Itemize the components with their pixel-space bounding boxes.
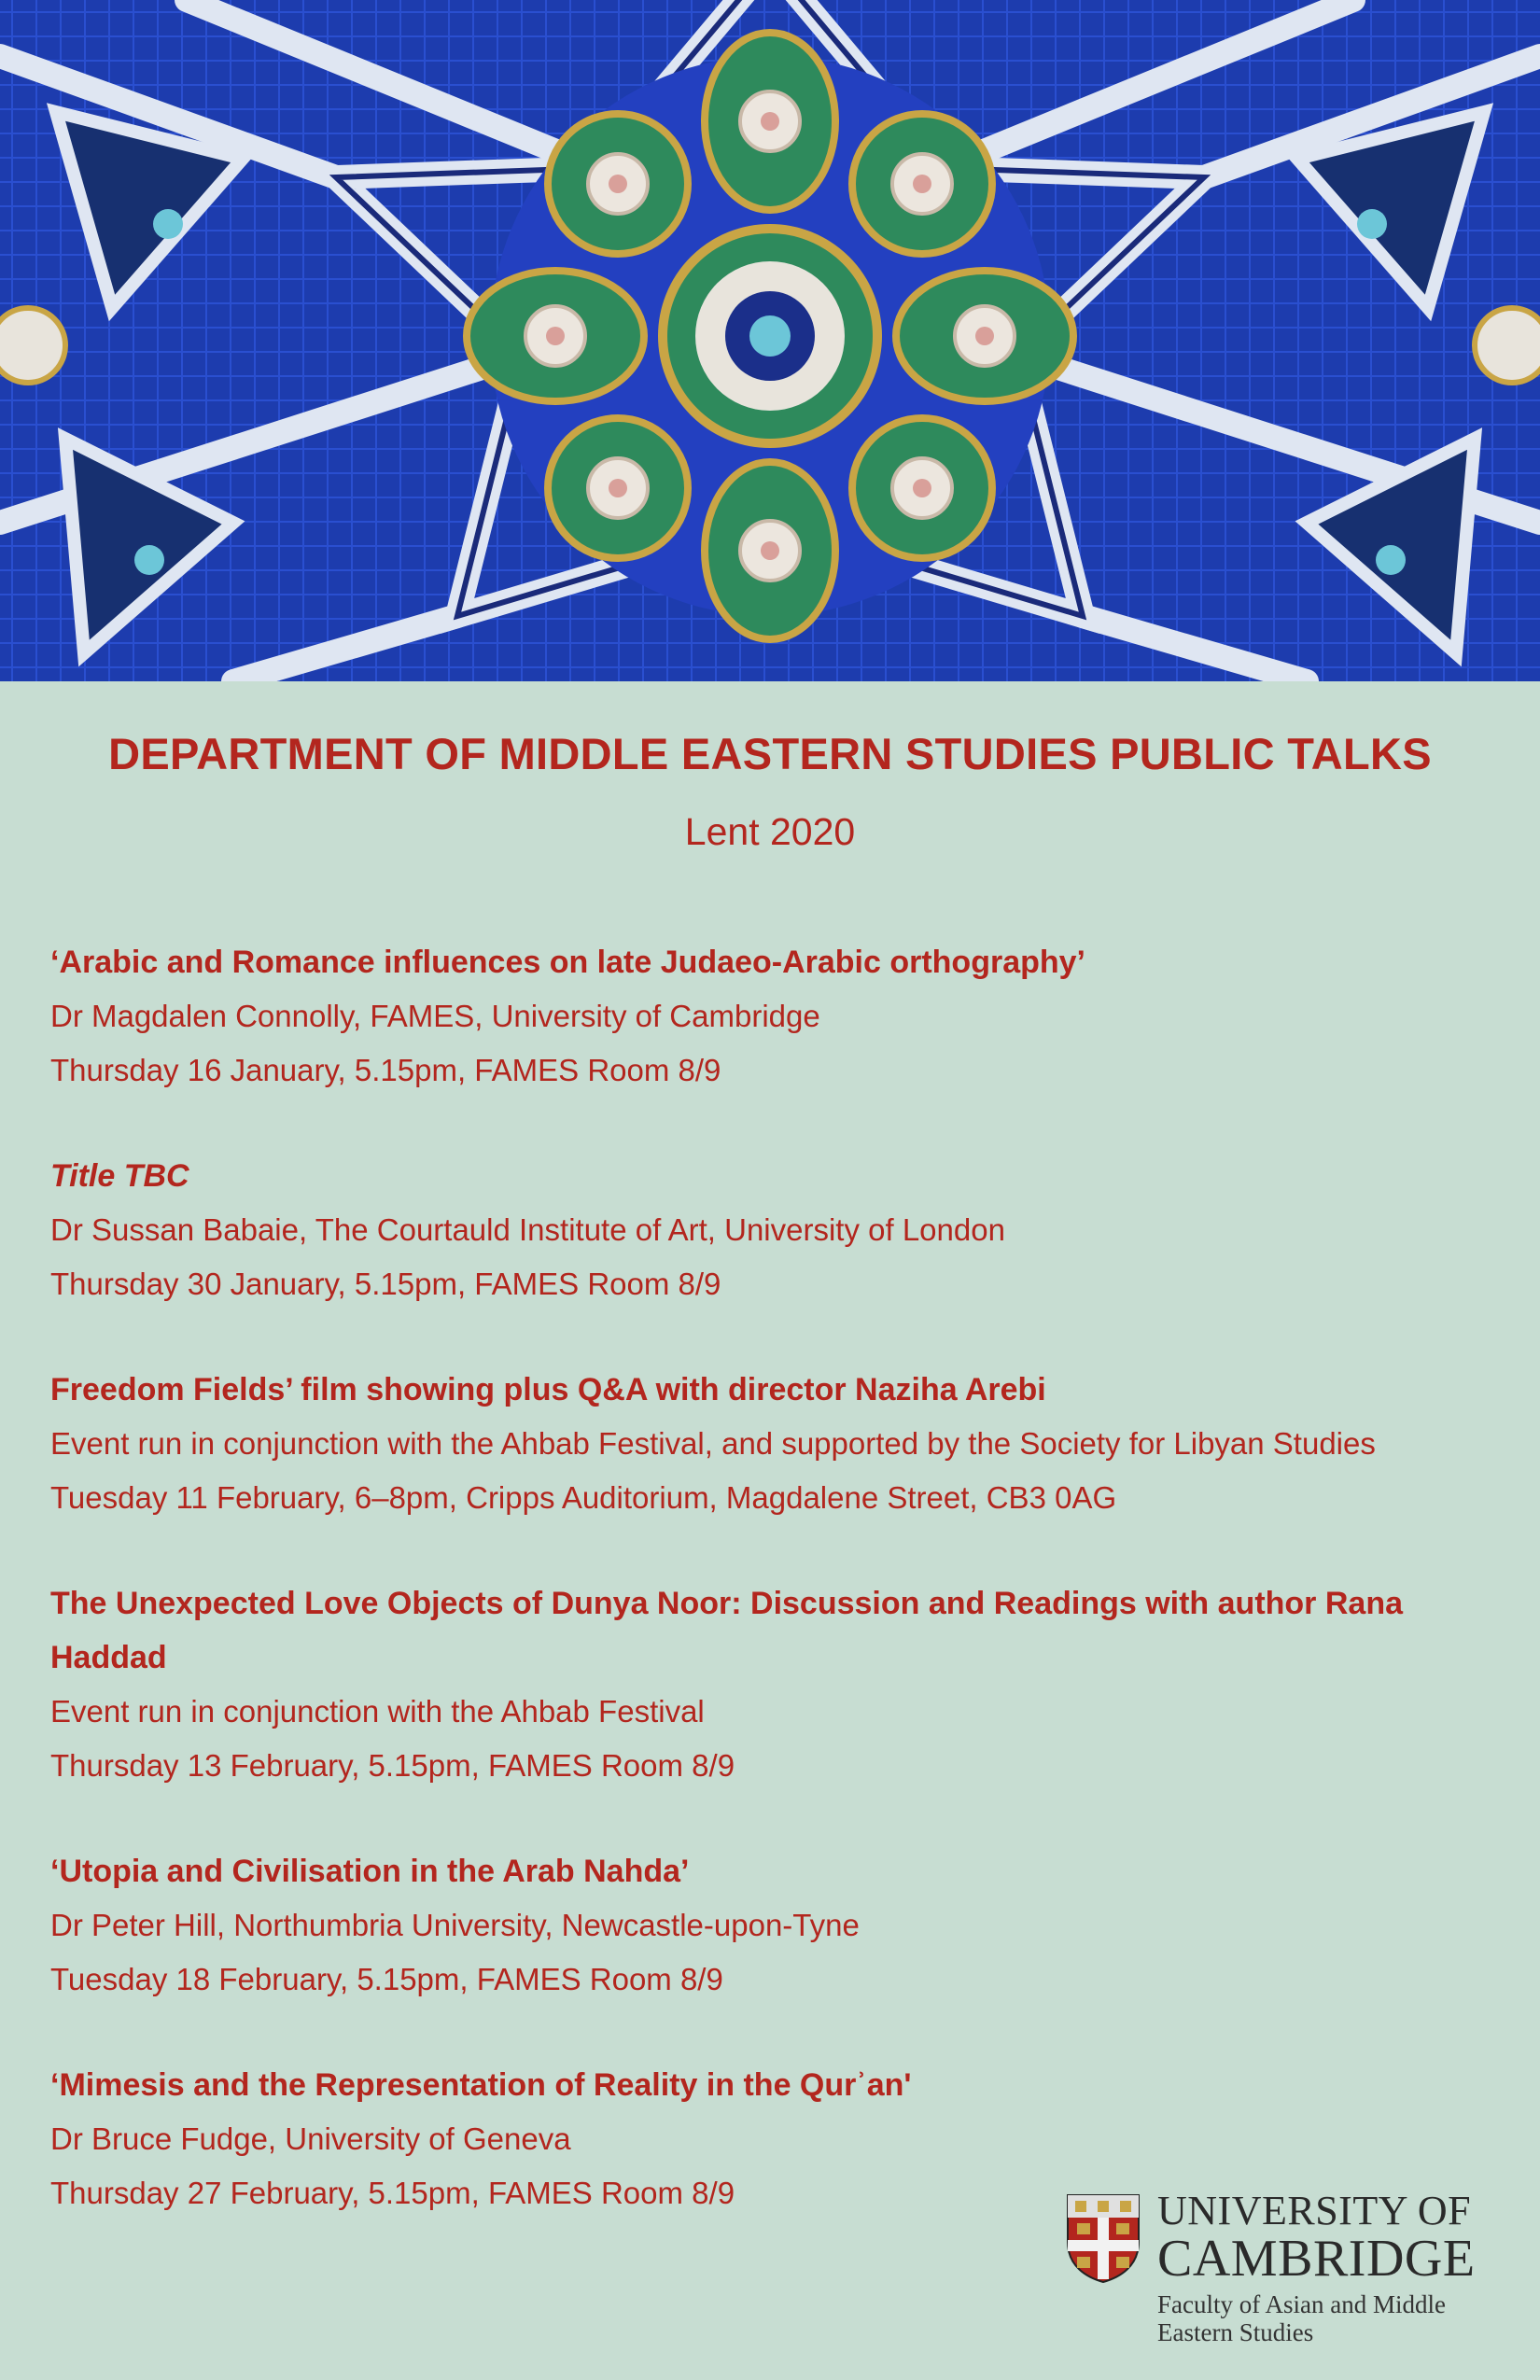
event-speaker: Dr Bruce Fudge, University of Geneva (50, 2121, 571, 2156)
event-speaker: Event run in conjunction with the Ahbab Festival, and supported by the Society for Libyan Studies (50, 1426, 1376, 1461)
event-item (50, 1149, 1506, 1311)
event-item (50, 1576, 1506, 1793)
event-title: ‘Arabic and Romance influences on late Judaeo-Arabic orthography’ (50, 945, 1086, 980)
event-speaker: Dr Peter Hill, Northumbria University, Newcastle-upon-Tyne (50, 1908, 860, 1942)
event-item (50, 935, 1506, 1098)
logo-cambridge-text: CAMBRIDGE (1157, 2230, 1476, 2288)
event-title: ‘Mimesis and the Representation of Reality in the Qurʾan' (50, 2067, 912, 2103)
event-title: Freedom Fields’ film showing plus Q&A with director Naziha Arebi (50, 1372, 1046, 1407)
event-datetime: Thursday 16 January, 5.15pm, FAMES Room 8/9 (50, 1053, 721, 1087)
university-logo (1066, 2188, 1495, 2346)
mosaic-graphic (0, 0, 1540, 681)
event-title: Title TBC (50, 1158, 189, 1194)
logo-faculty-text: Faculty of Asian and Middle Eastern Studies (1157, 2290, 1446, 2346)
event-title: ‘Utopia and Civilisation in the Arab Nahda’ (50, 1854, 690, 1889)
logo-university-text: UNIVERSITY OF (1157, 2188, 1472, 2233)
event-datetime: Thursday 30 January, 5.15pm, FAMES Room 8/9 (50, 1267, 721, 1301)
events-list (50, 935, 1506, 2272)
cambridge-shield-icon (1066, 2193, 1141, 2283)
event-item (50, 1844, 1506, 2007)
event-item (50, 1363, 1506, 1525)
event-speaker: Dr Sussan Babaie, The Courtauld Institute of Art, University of London (50, 1212, 1005, 1247)
event-datetime: Tuesday 11 February, 6–8pm, Cripps Auditorium, Magdalene Street, CB3 0AG (50, 1480, 1117, 1515)
event-datetime: Thursday 27 February, 5.15pm, FAMES Room 8/9 (50, 2176, 735, 2210)
event-datetime: Thursday 13 February, 5.15pm, FAMES Room 8/9 (50, 1748, 735, 1783)
event-speaker: Dr Magdalen Connolly, FAMES, University of Cambridge (50, 999, 820, 1033)
page-title: DEPARTMENT OF MIDDLE EASTERN STUDIES PUBLIC TALKS (108, 729, 1432, 778)
event-datetime: Tuesday 18 February, 5.15pm, FAMES Room 8/9 (50, 1962, 723, 1996)
term-subtitle: Lent 2020 (684, 810, 856, 853)
event-speaker: Event run in conjunction with the Ahbab Festival (50, 1694, 705, 1729)
tile-mosaic-banner (0, 0, 1540, 681)
event-title: The Unexpected Love Objects of Dunya Noor: Discussion and Readings with author Rana Haddad (50, 1586, 1404, 1675)
